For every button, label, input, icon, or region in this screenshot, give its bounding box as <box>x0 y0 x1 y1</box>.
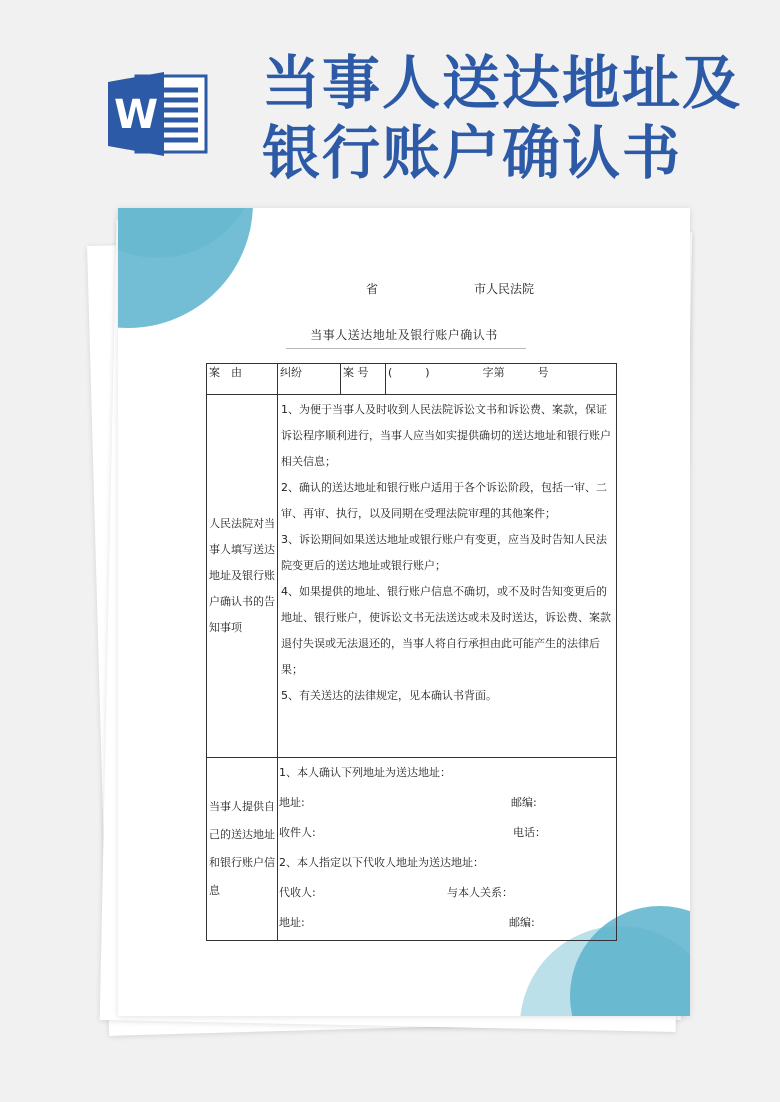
case-no-zidi: 字第 <box>482 366 505 379</box>
banner-title-line1: 当事人送达地址及 <box>262 49 743 117</box>
confirmation-form-table <box>206 363 617 941</box>
case-no-value <box>386 364 617 395</box>
notice-item-4: 4、如果提供的地址、银行账户信息不确切，或不及时告知变更后的地址、银行账户，使诉讼文书无法送达或未及时送达，诉讼费、案款退付失误或无法退还的，当事人将自行承担由此可能产生的法律后果； <box>281 585 611 676</box>
title-underline <box>286 348 526 349</box>
case-no-hao: 号 <box>537 366 549 379</box>
recipient-field <box>279 818 615 848</box>
notice-item-3: 3、诉讼期间如果送达地址或银行账户有变更，应当及时告知人民法院变更后的送达地址或银行账户； <box>281 533 607 572</box>
province-label: 省 <box>366 282 379 296</box>
postcode-label: 邮编: <box>511 796 537 809</box>
notice-item-1: 1、为便于当事人及时收到人民法院诉讼文书和诉讼费、案款，保证诉讼程序顺利进行，当事人应当如实提供确切的送达地址和银行账户相关信息； <box>281 403 611 468</box>
case-cause-label: 案 由 <box>207 364 278 395</box>
address2-label: 地址: <box>279 916 305 929</box>
confirm-line: 1、本人确认下列地址为送达地址： <box>279 766 451 779</box>
banner-title-line2: 银行账户确认书 <box>262 119 683 187</box>
address2-field <box>279 908 615 938</box>
info-row <box>207 758 617 941</box>
case-header-row <box>207 364 617 395</box>
case-no-label: 案 号 <box>341 364 386 395</box>
agent-label: 代收人: <box>279 886 316 899</box>
svg-text:W: W <box>113 92 159 138</box>
case-no-paren: ( ) <box>388 366 430 379</box>
agent-field <box>279 878 615 908</box>
court-label: 市人民法院 <box>474 282 535 296</box>
notice-row <box>207 395 617 758</box>
notice-item-5: 5、有关送达的法律规定，见本确认书背面。 <box>281 689 497 702</box>
info-side-label: 当事人提供自己的送达地址和银行账户信息 <box>207 758 278 941</box>
postcode2-label: 邮编: <box>509 916 535 929</box>
document-title: 当事人送达地址及银行账户确认书 <box>310 328 498 342</box>
notice-side-label: 人民法院对当事人填写送达地址及银行账户确认书的告知事项 <box>207 395 278 758</box>
info-fields <box>278 758 617 941</box>
dispute-label: 纠纷 <box>278 364 341 395</box>
word-icon <box>108 68 208 160</box>
recipient-label: 收件人: <box>279 826 316 839</box>
notice-item-2: 2、确认的送达地址和银行账户适用于各个诉讼阶段，包括一审、二审、再审、执行，以及同期在受理法院审理的其他案件； <box>281 481 607 520</box>
address-field <box>279 788 615 818</box>
address-label: 地址: <box>279 796 305 809</box>
agent-line: 2、本人指定以下代收人地址为送达地址： <box>279 856 484 869</box>
relation-label: 与本人关系： <box>447 886 513 899</box>
phone-label: 电话： <box>513 826 546 839</box>
notice-items <box>278 395 617 758</box>
banner-title <box>262 48 762 188</box>
document-page <box>118 208 690 1016</box>
corner-decoration <box>118 208 253 328</box>
